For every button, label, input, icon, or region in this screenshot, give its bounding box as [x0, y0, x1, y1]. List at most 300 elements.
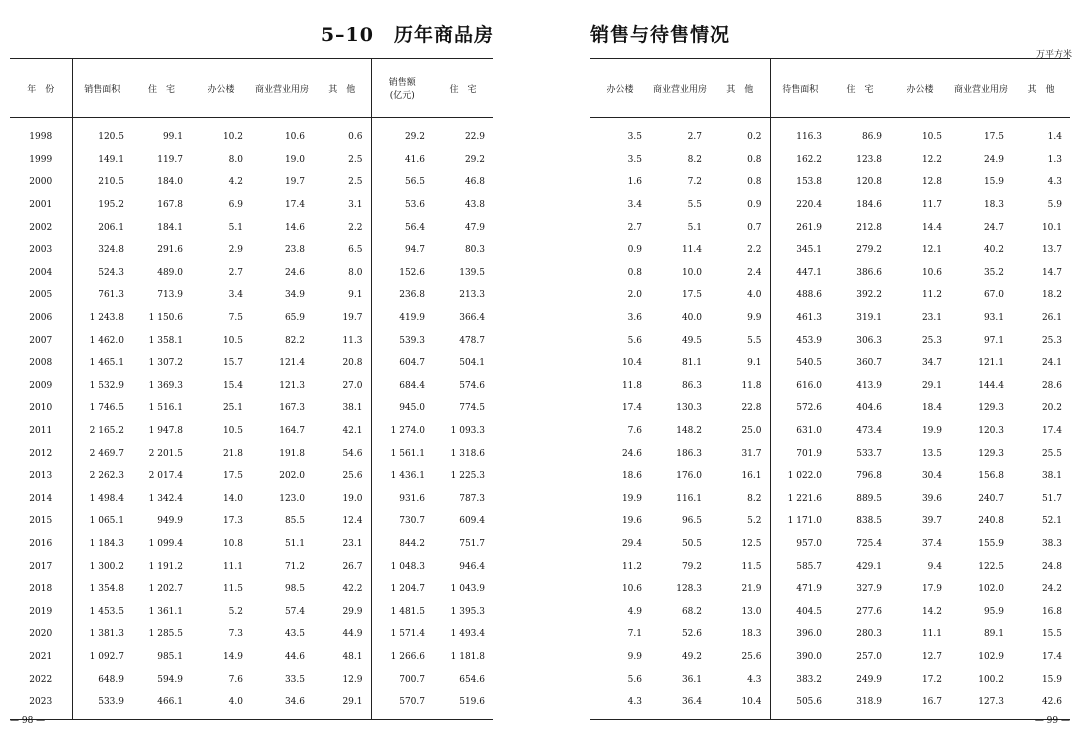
table-cell: 96.5 — [681, 516, 702, 527]
table-row — [590, 239, 1070, 262]
table-cell: 585.7 — [770, 555, 830, 578]
table-cell: 17.5 — [222, 471, 243, 482]
year-cell: 1999 — [10, 149, 72, 172]
table-cell: 49.5 — [681, 335, 702, 346]
year-cell: 2003 — [10, 239, 72, 262]
table-cell: 19.0 — [313, 488, 371, 511]
table-cell: 220.4 — [770, 194, 830, 217]
table-cell: 257.0 — [856, 651, 882, 662]
table-row — [590, 533, 1070, 556]
table-cell: 1 947.8 — [148, 426, 183, 437]
table-cell: 93.1 — [983, 313, 1004, 324]
table-cell: 11.2 — [621, 561, 642, 572]
table-cell: 473.4 — [856, 426, 882, 437]
table-cell: 22.8 — [741, 403, 762, 414]
table-cell: 18.3 — [983, 200, 1004, 211]
table-cell: 23.1 — [921, 313, 942, 324]
table-cell: 489.0 — [157, 267, 183, 278]
table-row — [10, 284, 493, 307]
table-cell: 13.5 — [921, 448, 942, 459]
table-cell: 11.5 — [741, 561, 762, 572]
table-row — [10, 352, 493, 375]
table-cell: 1 361.1 — [148, 606, 183, 617]
table-cell: 844.2 — [399, 538, 425, 549]
table-cell: 26.1 — [1041, 313, 1062, 324]
table-cell: 11.3 — [313, 329, 371, 352]
table-cell: 12.7 — [921, 651, 942, 662]
table-cell: 7.3 — [228, 629, 243, 640]
table-cell: 39.6 — [921, 493, 942, 504]
table-cell: 1.6 — [627, 177, 642, 188]
table-row — [10, 646, 493, 669]
table-cell: 11.8 — [741, 380, 762, 391]
table-cell: 1 498.4 — [89, 493, 124, 504]
table-cell: 206.1 — [98, 222, 124, 233]
table-cell: 240.7 — [978, 493, 1004, 504]
year-cell: 2010 — [10, 397, 72, 420]
table-cell: 11.1 — [921, 629, 942, 640]
table-cell: 11.2 — [921, 290, 942, 301]
table-cell: 604.7 — [399, 358, 425, 369]
table-cell: 17.2 — [921, 674, 942, 685]
table-row — [590, 329, 1070, 352]
table-cell: 4.0 — [228, 697, 243, 708]
table-cell: 167.3 — [279, 403, 305, 414]
table-cell: 751.7 — [459, 538, 485, 549]
table-cell: 86.3 — [681, 380, 702, 391]
table-cell: 327.9 — [856, 584, 882, 595]
table-cell: 7.6 — [228, 674, 243, 685]
table-cell: 1.3 — [1047, 154, 1062, 165]
table-cell: 7.5 — [228, 313, 243, 324]
table-row — [10, 578, 493, 601]
table-cell: 10.5 — [921, 132, 942, 143]
table-cell: 17.5 — [983, 132, 1004, 143]
table-cell: 116.3 — [770, 118, 830, 149]
table-cell: 15.9 — [983, 177, 1004, 188]
table-cell: 139.5 — [459, 267, 485, 278]
table-cell: 12.5 — [741, 538, 762, 549]
table-cell: 2.7 — [228, 267, 243, 278]
table-cell: 17.5 — [681, 290, 702, 301]
table-cell: 43.8 — [464, 200, 485, 211]
table-cell: 29.1 — [921, 380, 942, 391]
table-cell: 1 358.1 — [148, 335, 183, 346]
table-cell: 2.5 — [313, 149, 371, 172]
table-cell: 12.1 — [921, 245, 942, 256]
table-cell: 152.6 — [399, 267, 425, 278]
table-row — [590, 691, 1070, 720]
table-cell: 26.7 — [313, 555, 371, 578]
table-cell: 985.1 — [157, 651, 183, 662]
table-cell: 36.4 — [681, 697, 702, 708]
table-cell: 12.4 — [313, 510, 371, 533]
table-cell: 202.0 — [279, 471, 305, 482]
table-cell: 701.9 — [770, 442, 830, 465]
table-cell: 654.6 — [459, 674, 485, 685]
table-cell: 1 150.6 — [148, 313, 183, 324]
table-cell: 19.6 — [621, 516, 642, 527]
table-cell: 931.6 — [399, 493, 425, 504]
table-cell: 164.7 — [279, 426, 305, 437]
table-cell: 0.2 — [747, 132, 762, 143]
table-row — [10, 216, 493, 239]
table-cell: 48.1 — [313, 646, 371, 669]
year-cell: 2021 — [10, 646, 72, 669]
table-cell: 466.1 — [157, 697, 183, 708]
table-cell: 3.1 — [313, 194, 371, 217]
table-cell: 1 065.1 — [89, 516, 124, 527]
table-cell: 34.9 — [284, 290, 305, 301]
table-cell: 123.8 — [856, 154, 882, 165]
table-cell: 25.5 — [1041, 448, 1062, 459]
table-cell: 25.1 — [222, 403, 243, 414]
table-cell: 102.9 — [978, 651, 1004, 662]
table-cell: 519.6 — [459, 697, 485, 708]
table-cell: 1 184.3 — [89, 538, 124, 549]
left-header-5: 其 他 — [313, 59, 371, 118]
table-row — [10, 465, 493, 488]
table-cell: 5.6 — [627, 674, 642, 685]
table-cell: 17.4 — [1041, 426, 1062, 437]
table-cell: 11.1 — [222, 561, 243, 572]
table-cell: 2.5 — [313, 171, 371, 194]
table-cell: 18.3 — [741, 629, 762, 640]
year-cell: 2001 — [10, 194, 72, 217]
table-cell: 82.2 — [284, 335, 305, 346]
year-cell: 2013 — [10, 465, 72, 488]
table-cell: 7.2 — [687, 177, 702, 188]
table-cell: 1 274.0 — [390, 426, 425, 437]
right-header-1: 商业营业用房 — [650, 59, 710, 118]
table-cell: 419.9 — [399, 313, 425, 324]
table-row — [10, 555, 493, 578]
table-cell: 50.5 — [681, 538, 702, 549]
page-number-left: — 98 — — [10, 716, 46, 726]
table-cell: 36.1 — [681, 674, 702, 685]
table-cell: 280.3 — [856, 629, 882, 640]
table-cell: 123.0 — [279, 493, 305, 504]
table-cell: 24.6 — [621, 448, 642, 459]
table-cell: 25.6 — [313, 465, 371, 488]
left-header-6: 销售额 (亿元) — [371, 59, 433, 118]
table-cell: 29.2 — [404, 132, 425, 143]
table-cell: 13.7 — [1041, 245, 1062, 256]
table-cell: 212.8 — [856, 222, 882, 233]
table-cell: 10.0 — [681, 267, 702, 278]
table-row — [10, 442, 493, 465]
table-cell: 86.9 — [861, 132, 882, 143]
table-cell: 3.4 — [228, 290, 243, 301]
table-cell: 5.6 — [627, 335, 642, 346]
table-cell: 15.5 — [1041, 629, 1062, 640]
left-header-row — [10, 59, 493, 118]
table-cell: 594.9 — [157, 674, 183, 685]
table-cell: 0.8 — [747, 154, 762, 165]
table-cell: 18.2 — [1041, 290, 1062, 301]
table-row — [10, 171, 493, 194]
table-cell: 631.0 — [770, 420, 830, 443]
table-cell: 5.1 — [687, 222, 702, 233]
year-cell: 2015 — [10, 510, 72, 533]
table-cell: 4.0 — [747, 290, 762, 301]
table-row — [10, 668, 493, 691]
table-cell: 67.0 — [983, 290, 1004, 301]
table-cell: 56.4 — [404, 222, 425, 233]
year-cell: 2018 — [10, 578, 72, 601]
table-cell: 167.8 — [157, 200, 183, 211]
table-cell: 10.4 — [621, 358, 642, 369]
table-cell: 1 481.5 — [390, 606, 425, 617]
table-cell: 796.8 — [856, 471, 882, 482]
table-cell: 1 022.0 — [770, 465, 830, 488]
table-cell: 23.8 — [284, 245, 305, 256]
table-cell: 10.1 — [1041, 222, 1062, 233]
table-cell: 119.7 — [157, 154, 183, 165]
left-header-7: 住 宅 — [433, 59, 493, 118]
year-cell: 2016 — [10, 533, 72, 556]
table-cell: 38.1 — [1041, 471, 1062, 482]
table-cell: 277.6 — [856, 606, 882, 617]
table-cell: 85.5 — [284, 516, 305, 527]
table-row — [590, 510, 1070, 533]
table-cell: 42.1 — [313, 420, 371, 443]
table-cell: 213.3 — [459, 290, 485, 301]
table-cell: 24.9 — [983, 154, 1004, 165]
unit-label: 万平方米 — [1035, 50, 1072, 60]
table-cell: 121.3 — [279, 380, 305, 391]
table-cell: 1 746.5 — [89, 403, 124, 414]
table-cell: 153.8 — [770, 171, 830, 194]
table-cell: 11.4 — [681, 245, 702, 256]
right-header-7: 其 他 — [1012, 59, 1070, 118]
table-row — [10, 691, 493, 720]
table-cell: 34.7 — [921, 358, 942, 369]
table-cell: 40.2 — [983, 245, 1004, 256]
table-cell: 1 092.7 — [89, 651, 124, 662]
table-cell: 17.4 — [284, 200, 305, 211]
table-row — [10, 239, 493, 262]
table-cell: 413.9 — [856, 380, 882, 391]
table-cell: 1 171.0 — [770, 510, 830, 533]
table-cell: 1 202.7 — [148, 584, 183, 595]
right-page — [540, 0, 1080, 732]
table-cell: 39.7 — [921, 516, 942, 527]
table-cell: 102.0 — [978, 584, 1004, 595]
table-row — [590, 668, 1070, 691]
table-cell: 20.8 — [313, 352, 371, 375]
table-cell: 1 285.5 — [148, 629, 183, 640]
right-table — [590, 58, 1070, 720]
table-cell: 3.5 — [627, 154, 642, 165]
year-cell: 2023 — [10, 691, 72, 720]
table-cell: 396.0 — [770, 623, 830, 646]
table-cell: 1 369.3 — [148, 380, 183, 391]
table-cell: 12.2 — [921, 154, 942, 165]
table-row — [590, 307, 1070, 330]
table-cell: 49.2 — [681, 651, 702, 662]
table-cell: 41.6 — [404, 154, 425, 165]
table-cell: 10.6 — [621, 584, 642, 595]
table-cell: 5.9 — [1047, 200, 1062, 211]
table-cell: 1 048.3 — [390, 561, 425, 572]
table-row — [10, 329, 493, 352]
table-cell: 31.7 — [741, 448, 762, 459]
table-cell: 44.9 — [313, 623, 371, 646]
table-cell: 17.3 — [222, 516, 243, 527]
table-row — [10, 307, 493, 330]
table-cell: 38.3 — [1041, 538, 1062, 549]
table-cell: 10.8 — [222, 538, 243, 549]
table-cell: 2.4 — [747, 267, 762, 278]
table-cell: 453.9 — [770, 329, 830, 352]
right-header-5: 办公楼 — [890, 59, 950, 118]
table-cell: 1 181.8 — [450, 651, 485, 662]
table-cell: 838.5 — [856, 516, 882, 527]
table-cell: 19.7 — [313, 307, 371, 330]
table-row — [590, 600, 1070, 623]
table-cell: 1 243.8 — [89, 313, 124, 324]
table-cell: 47.9 — [464, 222, 485, 233]
table-cell: 53.6 — [404, 200, 425, 211]
left-table — [10, 58, 493, 720]
table-cell: 1 532.9 — [89, 380, 124, 391]
table-row — [10, 488, 493, 511]
table-cell: 4.3 — [627, 697, 642, 708]
table-cell: 120.8 — [856, 177, 882, 188]
table-cell: 1 462.0 — [89, 335, 124, 346]
table-cell: 1 571.4 — [390, 629, 425, 640]
table-cell: 156.8 — [978, 471, 1004, 482]
table-cell: 949.9 — [157, 516, 183, 527]
table-row — [590, 262, 1070, 285]
table-cell: 1 465.1 — [89, 358, 124, 369]
table-cell: 684.4 — [399, 380, 425, 391]
table-cell: 3.6 — [627, 313, 642, 324]
table-cell: 149.1 — [98, 154, 124, 165]
table-cell: 9.9 — [627, 651, 642, 662]
table-cell: 5.1 — [228, 222, 243, 233]
table-cell: 7.6 — [627, 426, 642, 437]
year-cell: 1998 — [10, 118, 72, 149]
table-cell: 184.6 — [856, 200, 882, 211]
table-cell: 35.2 — [983, 267, 1004, 278]
year-cell: 2020 — [10, 623, 72, 646]
table-cell: 43.5 — [284, 629, 305, 640]
table-cell: 24.7 — [983, 222, 1004, 233]
year-cell: 2011 — [10, 420, 72, 443]
table-cell: 184.1 — [157, 222, 183, 233]
table-cell: 144.4 — [978, 380, 1004, 391]
table-cell: 1 516.1 — [148, 403, 183, 414]
table-cell: 13.0 — [741, 606, 762, 617]
table-cell: 540.5 — [770, 352, 830, 375]
table-cell: 8.2 — [747, 493, 762, 504]
table-cell: 12.9 — [313, 668, 371, 691]
table-cell: 27.0 — [313, 375, 371, 398]
table-cell: 504.1 — [459, 358, 485, 369]
table-row — [590, 149, 1070, 172]
table-cell: 1 204.7 — [390, 584, 425, 595]
table-cell: 127.3 — [978, 697, 1004, 708]
year-cell: 2004 — [10, 262, 72, 285]
table-cell: 1 561.1 — [390, 448, 425, 459]
table-cell: 5.2 — [747, 516, 762, 527]
table-cell: 279.2 — [856, 245, 882, 256]
table-cell: 30.4 — [921, 471, 942, 482]
table-cell: 0.7 — [747, 222, 762, 233]
table-cell: 700.7 — [399, 674, 425, 685]
table-row — [590, 646, 1070, 669]
table-row — [590, 555, 1070, 578]
table-cell: 25.3 — [1041, 335, 1062, 346]
table-cell: 25.6 — [741, 651, 762, 662]
table-cell: 54.6 — [313, 442, 371, 465]
table-cell: 10.5 — [222, 335, 243, 346]
table-cell: 25.3 — [921, 335, 942, 346]
table-cell: 29.9 — [313, 600, 371, 623]
table-cell: 2 017.4 — [148, 471, 183, 482]
table-cell: 6.5 — [313, 239, 371, 262]
right-header-4: 住 宅 — [830, 59, 890, 118]
table-cell: 1 354.8 — [89, 584, 124, 595]
table-cell: 116.1 — [676, 493, 702, 504]
table-cell: 1 099.4 — [148, 538, 183, 549]
table-cell: 383.2 — [770, 668, 830, 691]
table-cell: 176.0 — [676, 471, 702, 482]
table-row — [10, 510, 493, 533]
table-cell: 730.7 — [399, 516, 425, 527]
table-cell: 130.3 — [676, 403, 702, 414]
table-cell: 9.4 — [927, 561, 942, 572]
table-cell: 1.4 — [1047, 132, 1062, 143]
table-row — [10, 600, 493, 623]
table-cell: 10.6 — [284, 132, 305, 143]
table-cell: 2 262.3 — [89, 471, 124, 482]
table-cell: 40.0 — [681, 313, 702, 324]
table-cell: 14.0 — [222, 493, 243, 504]
table-cell: 2.7 — [687, 132, 702, 143]
left-header-4: 商业营业用房 — [251, 59, 313, 118]
table-row — [590, 216, 1070, 239]
table-cell: 95.9 — [983, 606, 1004, 617]
table-row — [590, 420, 1070, 443]
table-cell: 318.9 — [856, 697, 882, 708]
table-cell: 6.9 — [228, 200, 243, 211]
table-cell: 5.5 — [687, 200, 702, 211]
table-cell: 324.8 — [98, 245, 124, 256]
year-cell: 2019 — [10, 600, 72, 623]
table-row — [10, 262, 493, 285]
table-cell: 10.5 — [222, 426, 243, 437]
table-cell: 17.9 — [921, 584, 942, 595]
table-cell: 533.9 — [98, 697, 124, 708]
table-row — [590, 442, 1070, 465]
table-cell: 14.6 — [284, 222, 305, 233]
table-cell: 236.8 — [399, 290, 425, 301]
table-cell: 20.2 — [1041, 403, 1062, 414]
table-cell: 38.1 — [313, 397, 371, 420]
table-cell: 0.8 — [747, 177, 762, 188]
table-cell: 17.4 — [1041, 651, 1062, 662]
table-cell: 128.3 — [676, 584, 702, 595]
table-row — [10, 375, 493, 398]
table-cell: 1 493.4 — [450, 629, 485, 640]
table-cell: 121.1 — [978, 358, 1004, 369]
table-cell: 210.5 — [98, 177, 124, 188]
table-cell: 29.1 — [313, 691, 371, 720]
table-cell: 404.5 — [770, 600, 830, 623]
